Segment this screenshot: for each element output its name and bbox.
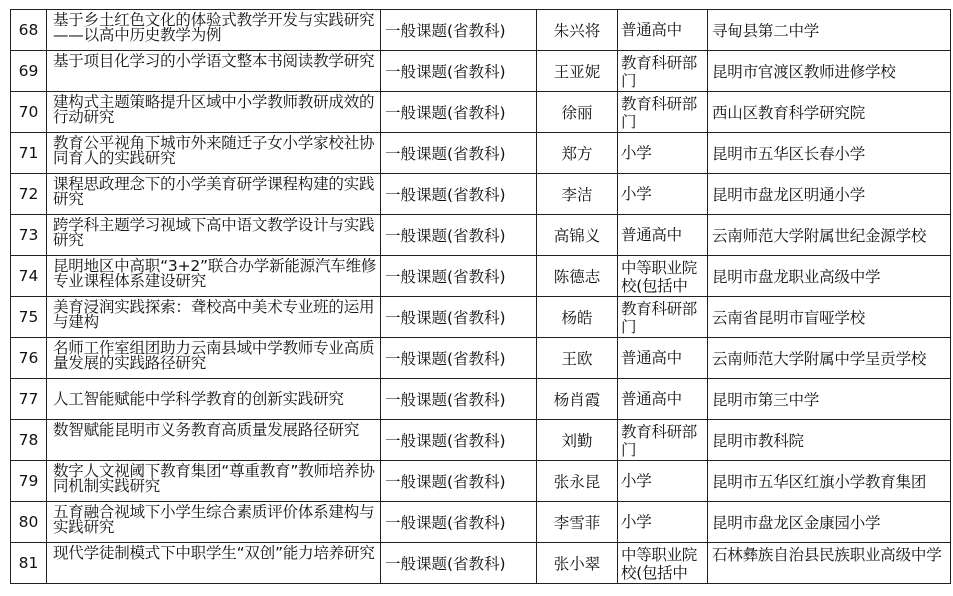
table-bottom-border [10,583,951,584]
project-leader: 杨肖霞 [536,378,617,419]
school-stage: 中等职业院校(包括中 [617,542,707,583]
project-leader: 高锦义 [536,214,617,255]
work-unit: 昆明市五华区长春小学 [707,132,951,173]
project-title: 课程思政理念下的小学美育研学课程构建的实践研究 [46,173,380,214]
row-number: 73 [10,214,46,255]
table-row [10,296,951,337]
project-leader: 王亚妮 [536,50,617,91]
project-leader: 王欧 [536,337,617,378]
work-unit: 寻甸县第二中学 [707,9,951,50]
table-row [10,91,951,132]
table-row [10,378,951,419]
project-title: 名师工作室组团助力云南县域中学教师专业高质量发展的实践路径研究 [46,337,380,378]
project-title: 现代学徒制模式下中职学生“双创”能力培养研究 [46,542,380,583]
school-stage: 教育科研部门 [617,91,707,132]
project-leader: 徐丽 [536,91,617,132]
table-row [10,214,951,255]
project-leader: 杨皓 [536,296,617,337]
row-number: 72 [10,173,46,214]
school-stage: 普通高中 [617,337,707,378]
project-title: 教育公平视角下城市外来随迁子女小学家校社协同育人的实践研究 [46,132,380,173]
school-stage: 普通高中 [617,378,707,419]
project-title: 基于乡土红色文化的体验式教学开发与实践研究——以高中历史教学为例 [46,9,380,50]
row-number: 75 [10,296,46,337]
project-leader: 李洁 [536,173,617,214]
row-number: 71 [10,132,46,173]
project-leader: 刘勤 [536,419,617,460]
project-leader: 张小翠 [536,542,617,583]
school-stage: 小学 [617,460,707,501]
project-leader: 郑方 [536,132,617,173]
school-stage: 教育科研部门 [617,296,707,337]
project-title: 数智赋能昆明市义务教育高质量发展路径研究 [46,419,380,460]
project-category: 一般课题(省教科) [380,419,536,460]
project-title: 数字人文视阈下教育集团“尊重教育”教师培养协同机制实践研究 [46,460,380,501]
project-category: 一般课题(省教科) [380,173,536,214]
project-category: 一般课题(省教科) [380,132,536,173]
project-category: 一般课题(省教科) [380,214,536,255]
work-unit: 昆明市盘龙职业高级中学 [707,255,951,296]
project-category: 一般课题(省教科) [380,50,536,91]
work-unit: 昆明市官渡区教师进修学校 [707,50,951,91]
project-category: 一般课题(省教科) [380,378,536,419]
project-title: 美育浸润实践探索：聋校高中美术专业班的运用与建构 [46,296,380,337]
project-category: 一般课题(省教科) [380,296,536,337]
table-row [10,460,951,501]
project-category: 一般课题(省教科) [380,255,536,296]
row-number: 77 [10,378,46,419]
work-unit: 昆明市教科院 [707,419,951,460]
work-unit: 昆明市盘龙区金康园小学 [707,501,951,542]
project-category: 一般课题(省教科) [380,337,536,378]
row-number: 68 [10,9,46,50]
table-row [10,501,951,542]
work-unit: 昆明市盘龙区明通小学 [707,173,951,214]
project-leader: 李雪菲 [536,501,617,542]
table-row [10,419,951,460]
school-stage: 小学 [617,132,707,173]
row-number: 78 [10,419,46,460]
work-unit: 云南师范大学附属世纪金源学校 [707,214,951,255]
project-title: 基于项目化学习的小学语文整本书阅读教学研究 [46,50,380,91]
work-unit: 昆明市第三中学 [707,378,951,419]
project-category: 一般课题(省教科) [380,9,536,50]
work-unit: 昆明市五华区红旗小学教育集团 [707,460,951,501]
project-leader: 张永昆 [536,460,617,501]
work-unit: 云南省昆明市盲哑学校 [707,296,951,337]
work-unit: 西山区教育科学研究院 [707,91,951,132]
table-row [10,173,951,214]
school-stage: 教育科研部门 [617,50,707,91]
table-row [10,132,951,173]
project-title: 跨学科主题学习视域下高中语文教学设计与实践研究 [46,214,380,255]
table-row [10,50,951,91]
table-row [10,9,951,50]
project-leader: 陈德志 [536,255,617,296]
school-stage: 教育科研部门 [617,419,707,460]
row-number: 69 [10,50,46,91]
project-category: 一般课题(省教科) [380,542,536,583]
school-stage: 小学 [617,501,707,542]
table-row [10,542,951,583]
row-number: 74 [10,255,46,296]
project-title: 人工智能赋能中学科学教育的创新实践研究 [46,378,380,419]
row-number: 70 [10,91,46,132]
project-category: 一般课题(省教科) [380,91,536,132]
project-title: 昆明地区中高职“3+2”联合办学新能源汽车维修专业课程体系建设研究 [46,255,380,296]
school-stage: 普通高中 [617,214,707,255]
work-unit: 石林彝族自治县民族职业高级中学 [707,542,951,583]
work-unit: 云南师范大学附属中学呈贡学校 [707,337,951,378]
project-title: 五育融合视域下小学生综合素质评价体系建构与实践研究 [46,501,380,542]
row-number: 80 [10,501,46,542]
table-row [10,255,951,296]
project-category: 一般课题(省教科) [380,501,536,542]
project-title: 建构式主题策略提升区域中小学教师教研成效的行动研究 [46,91,380,132]
school-stage: 中等职业院校(包括中 [617,255,707,296]
row-number: 79 [10,460,46,501]
school-stage: 普通高中 [617,9,707,50]
row-number: 81 [10,542,46,583]
school-stage: 小学 [617,173,707,214]
project-leader: 朱兴将 [536,9,617,50]
project-category: 一般课题(省教科) [380,460,536,501]
row-number: 76 [10,337,46,378]
table-row [10,337,951,378]
